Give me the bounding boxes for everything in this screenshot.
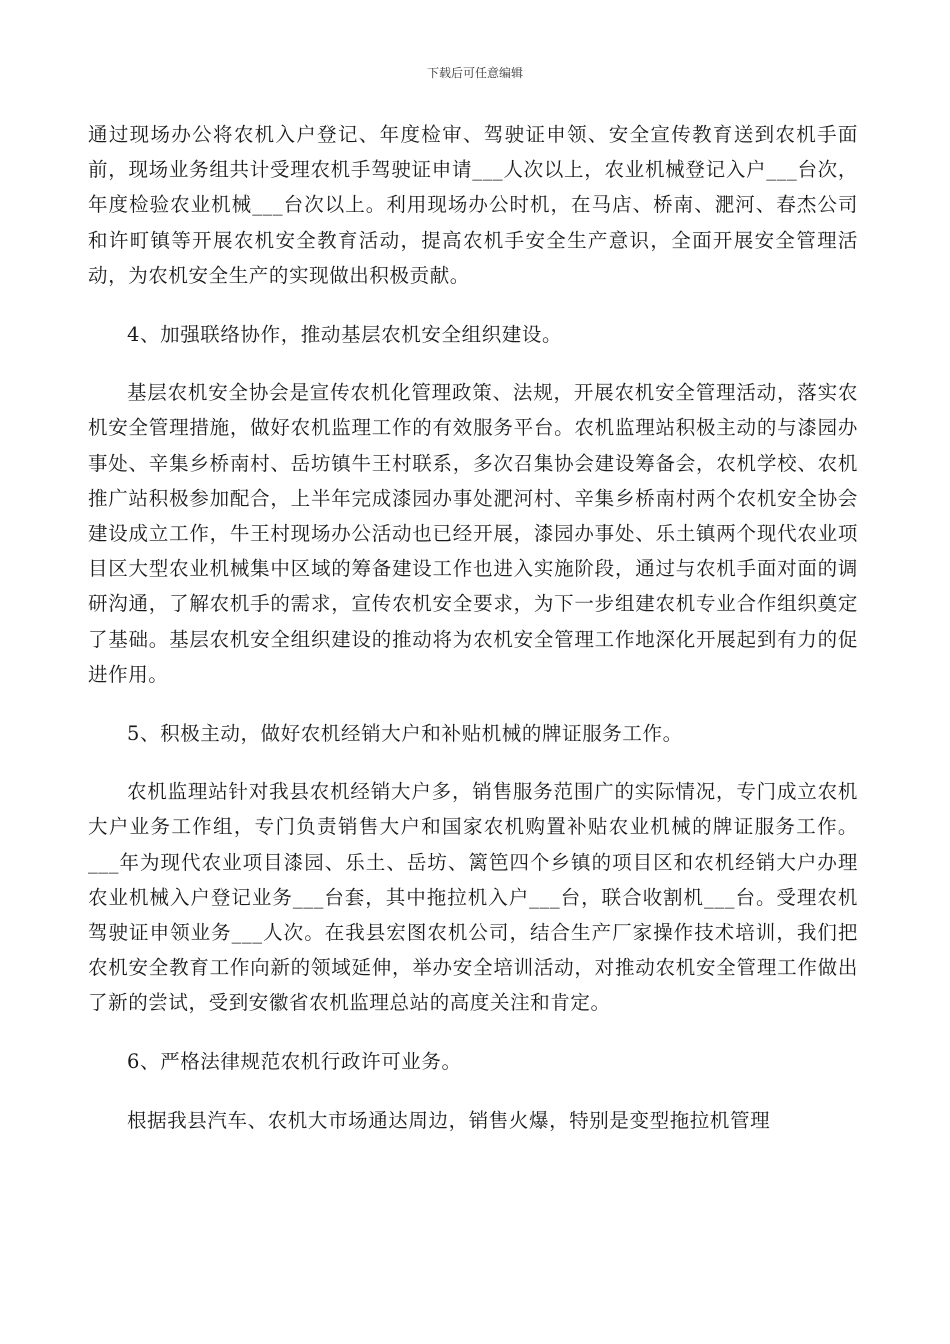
section-heading-6: 6、严格法律规范农机行政许可业务。 [127,1050,462,1074]
paragraph-2: 基层农机安全协会是宣传农机化管理政策、法规，开展农机安全管理活动，落实农机安全管理措施，做好农机监理工作的有效服务平台。农机监理站积极主动的与漆园办事处、辛集乡桥南村、岳坊镇牛王村联系，多次召集协会建设筹备会，农机学校、农机推广站积极参加配合，上半年完成漆园办事处淝河村、辛集乡桥南村两个农机安全协会建设成立工作，牛王村现场办公活动也已经开展，漆园办事处、乐土镇两个现代农业项目区大型农业机械集中区域的筹备建设工作也进入实施阶段，通过与农机手面对面的调研沟通，了解农机手的需求，宣传农机安全要求，为下一步组建农机专业合作组织奠定了基础。基层农机安全组织建设的推动将为农机安全管理工作地深化开展起到有力的促进作用。 [88,381,858,686]
paragraph-4: 根据我县汽车、农机大市场通达周边，销售火爆，特别是变型拖拉机管理 [127,1108,771,1132]
section-heading-5: 5、积极主动，做好农机经销大户和补贴机械的牌证服务工作。 [127,721,683,745]
section-heading-4: 4、加强联络协作，推动基层农机安全组织建设。 [127,322,563,346]
page-header: 下载后可任意编辑 [426,66,523,80]
paragraph-1: 通过现场办公将农机入户登记、年度检审、驾驶证申领、安全宣传教育送到农机手面前，现场业务组共计受理农机手驾驶证申请___人次以上，农业机械登记入户___台次，年度检验农业机械___台次以上。利用现场办公时机，在马店、桥南、淝河、春杰公司和许町镇等开展农机安全教育活动，提高农机手安全生产意识，全面开展安全管理活动，为农机安全生产的实现做出积极贡献。 [88,123,858,287]
document-body [88,117,858,1162]
paragraph-3: 农机监理站针对我县农机经销大户多，销售服务范围广的实际情况，专门成立农机大户业务工作组，专门负责销售大户和国家农机购置补贴农业机械的牌证服务工作。___年为现代农业项目漆园、乐土、岳坊、篱笆四个乡镇的项目区和农机经销大户办理农业机械入户登记业务___台套，其中拖拉机入户___台，联合收割机___台。受理农机驾驶证申领业务___人次。在我县宏图农机公司，结合生产厂家操作技术培训，我们把农机安全教育工作向新的领域延伸，举办安全培训活动，对推动农机安全管理工作做出了新的尝试，受到安徽省农机监理总站的高度关注和肯定。 [88,780,858,1015]
